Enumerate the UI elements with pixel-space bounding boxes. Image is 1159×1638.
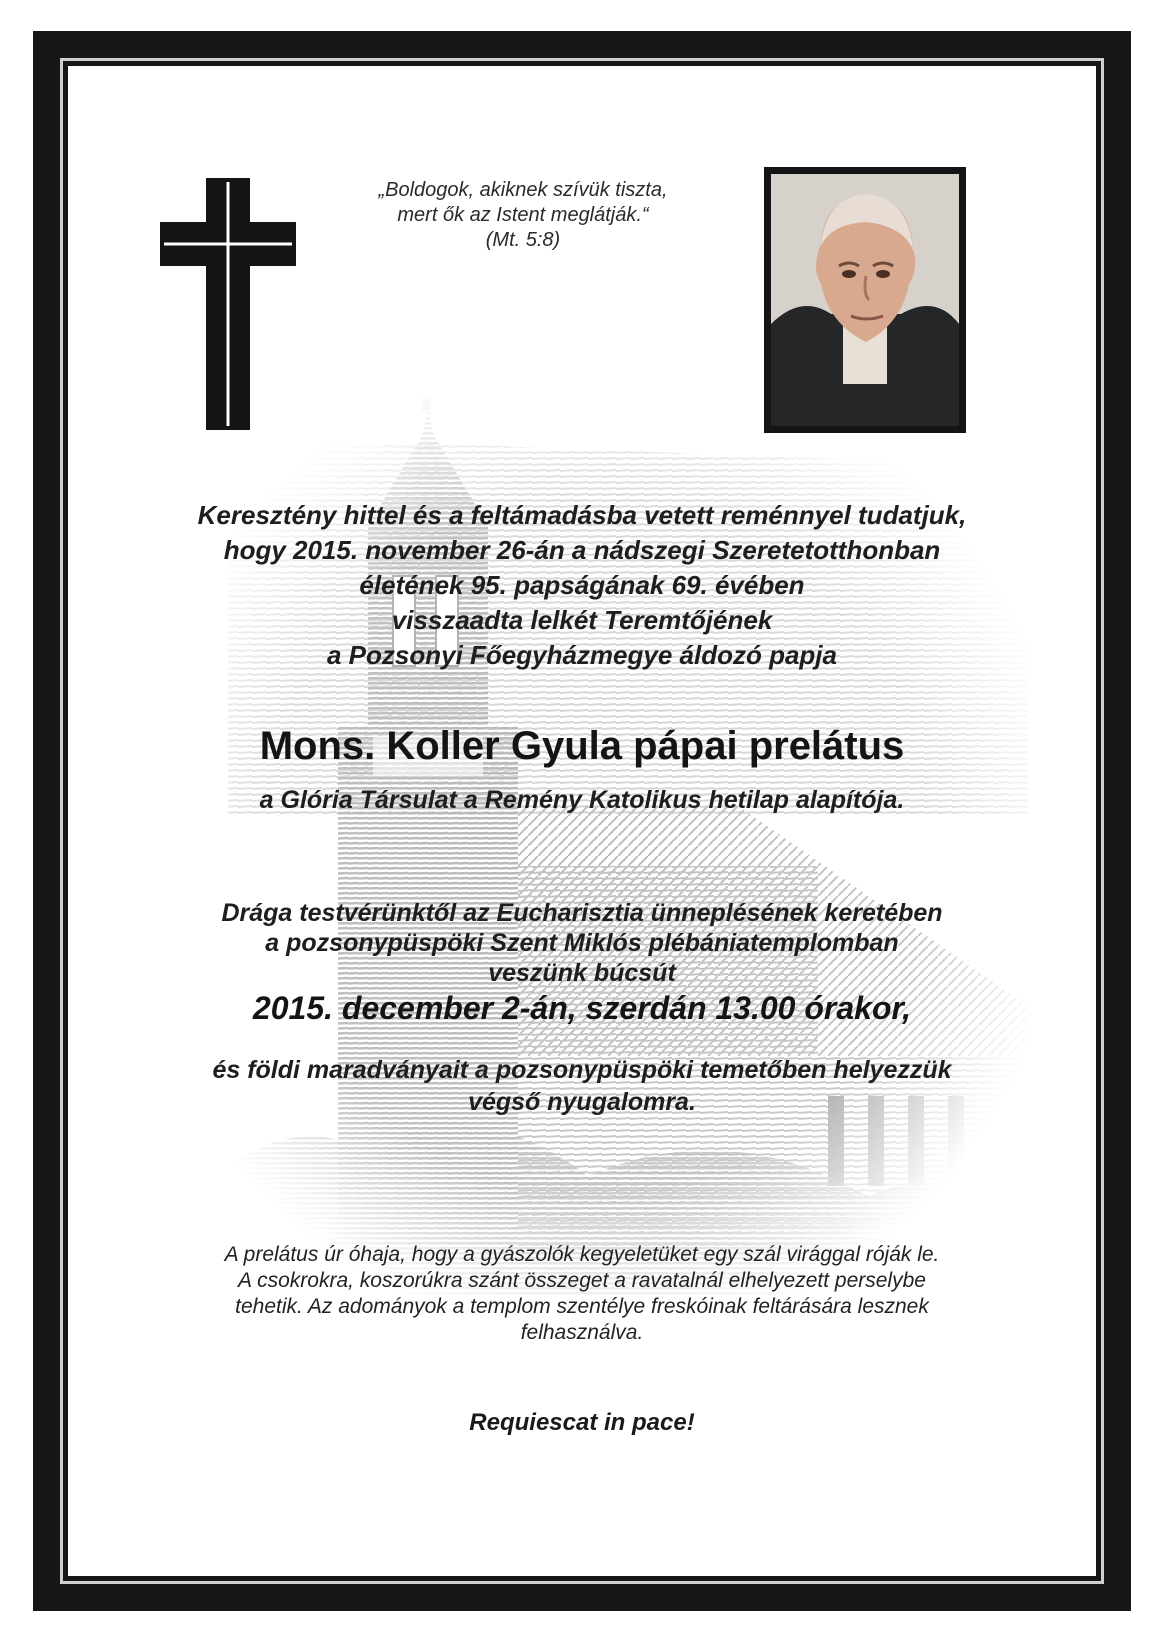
- wish-line: tehetik. Az adományok a templom szentélye freskóinak feltárására lesznek: [235, 1295, 929, 1318]
- prelate-wish-notice: [68, 1242, 1096, 1346]
- burial-line: és földi maradványait a pozsonypüspöki temetőben helyezzük: [212, 1056, 952, 1084]
- announcement-line: hogy 2015. november 26-án a nádszegi Szeretetotthonban: [223, 535, 941, 565]
- closing-phrase: Requiescat in pace!: [469, 1409, 695, 1436]
- bible-quote: [318, 178, 728, 253]
- death-announcement: [68, 498, 1096, 673]
- wish-line: A csokrokra, koszorúkra szánt összeget a ravatalnál elhelyezett perselybe: [238, 1269, 926, 1292]
- funeral-line: veszünk búcsút: [488, 959, 676, 987]
- burial-notice: [68, 1054, 1096, 1118]
- latin-cross-icon: [160, 178, 296, 430]
- quote-line: mert ők az Istent meglátják.“: [397, 204, 649, 226]
- portrait-photo: [764, 167, 966, 433]
- quote-reference: (Mt. 5:8): [485, 229, 561, 251]
- funeral-line: Drága testvérünktől az Eucharisztia ünneplésének keretében: [221, 899, 943, 927]
- wish-line: A prelátus úr óhaja, hogy a gyászolók kegyeletüket egy szál virággal róják le.: [224, 1243, 940, 1266]
- notice-sheet: [68, 66, 1096, 1576]
- announcement-line: visszaadta lelkét Teremtőjének: [391, 605, 773, 635]
- announcement-line: Keresztény hittel és a feltámadásba vetett reménnyel tudatjuk,: [197, 500, 967, 530]
- announcement-line: életének 95. papságának 69. évében: [359, 570, 805, 600]
- funeral-datetime: 2015. december 2-án, szerdán 13.00 órakor,: [252, 990, 912, 1026]
- wish-line: felhasználva.: [520, 1321, 644, 1344]
- announcement-line: a Pozsonyi Főegyházmegye áldozó papja: [326, 640, 837, 670]
- portrait-image: [771, 174, 959, 426]
- burial-line: végső nyugalomra.: [468, 1088, 696, 1116]
- funeral-line: a pozsonypüspöki Szent Miklós plébániatemplomban: [265, 929, 899, 957]
- deceased-description: a Glória Társulat a Remény Katolikus hetilap alapítója.: [259, 786, 905, 814]
- deceased-name: Mons. Koller Gyula pápai prelátus: [259, 724, 905, 768]
- funeral-mass-notice: [68, 898, 1096, 988]
- quote-line: „Boldogok, akiknek szívük tiszta,: [378, 179, 668, 201]
